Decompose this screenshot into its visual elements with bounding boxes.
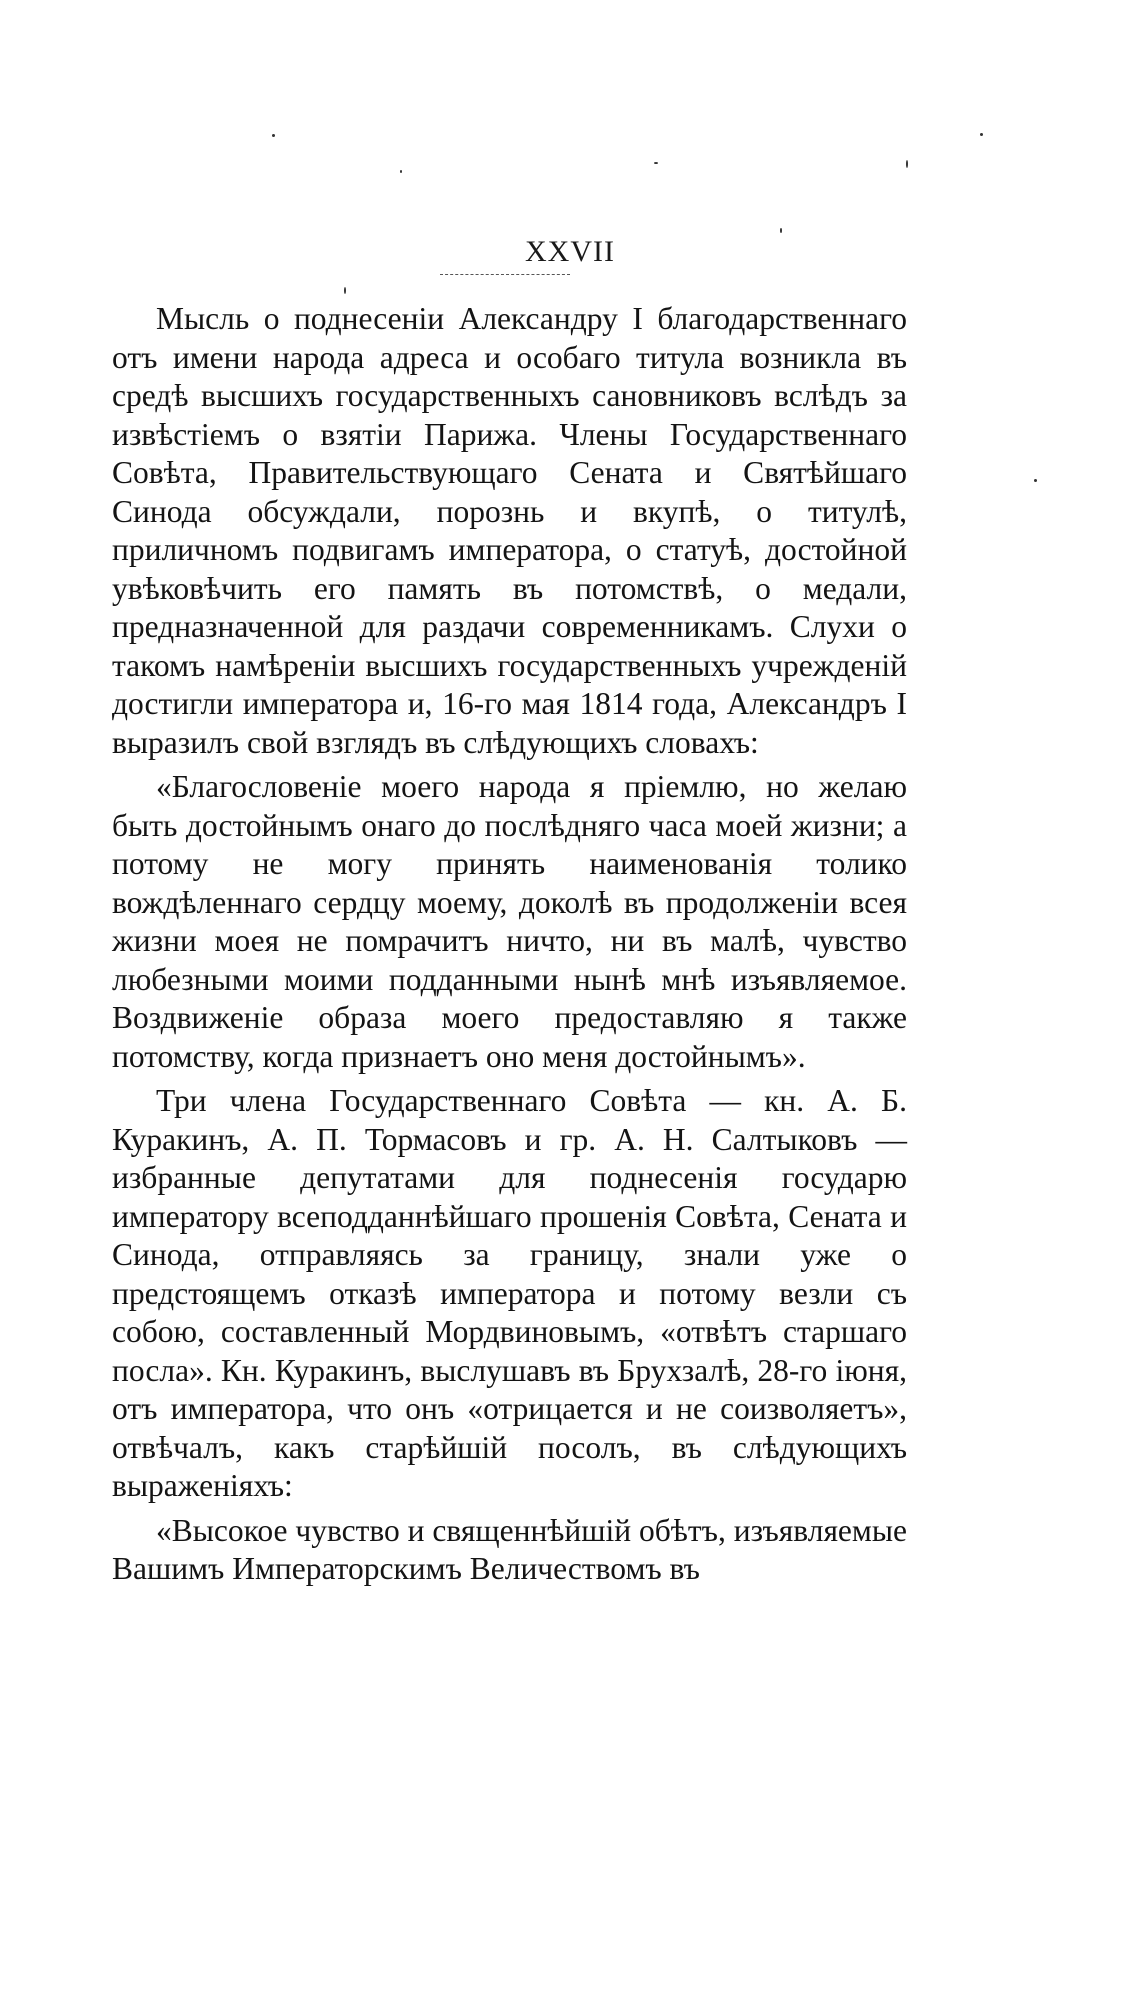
scan-speck bbox=[780, 228, 782, 233]
page-number: XXVII bbox=[525, 235, 615, 268]
header-rule bbox=[440, 274, 570, 275]
body-text bbox=[112, 300, 907, 1595]
paragraph: Три члена Государственнаго Совѣта — кн. А. Б. Куракинъ, А. П. Тормасовъ и гр. А. Н. Салтыковъ — избранные депутатами для поднесенія государю императору всеподданнѣйшаго прошенія Совѣта, Сената и Синода, отправляясь за границу, знали уже о предстоящемъ отказѣ императора и потому везли съ собою, составленный Мордвиновымъ, «отвѣтъ старшаго посла». Кн. Куракинъ, выслушавъ въ Брухзалѣ, 28-го іюня, отъ императора, что онъ «отрицается и не соизволяетъ», отвѣчалъ, какъ старѣйшій посолъ, въ слѣдующихъ выраженіяхъ: bbox=[112, 1083, 907, 1503]
scan-speck bbox=[272, 134, 275, 137]
paragraph: Мысль о поднесеніи Александру I благодарственнаго отъ имени народа адреса и особаго титула возникла въ средѣ высшихъ государственныхъ сановниковъ вслѣдъ за извѣстіемъ о взятіи Парижа. Члены Государственнаго Совѣта, Правительствующаго Сената и Святѣйшаго Синода обсуждали, порознь и вкупѣ, о титулѣ, приличномъ подвигамъ императора, о статуѣ, достойной увѣковѣчить его память въ потомствѣ, о медали, предназначенной для раздачи современникамъ. Слухи о такомъ намѣреніи высшихъ государственныхъ учрежденій достигли императора и, 16-го мая 1814 года, Александръ I выразилъ свой взглядъ въ слѣдующихъ словахъ: bbox=[112, 301, 907, 760]
scan-speck bbox=[906, 160, 908, 168]
scan-speck bbox=[980, 133, 983, 136]
paragraph: «Благословеніе моего народа я пріемлю, но желаю быть достойнымъ онаго до послѣдняго часа моей жизни; а потому не могу принять наименованія толико вождѣленнаго сердцу моему, доколѣ въ продолженіи всея жизни моея не помрачитъ ничто, ни въ малѣ, чувство любезными моими подданными нынѣ мнѣ изъявляемое. Воздвиженіе образа моего предоставляю я также потомству, когда признаетъ оно меня достойнымъ». bbox=[112, 769, 907, 1074]
scan-speck bbox=[654, 162, 658, 164]
scan-speck bbox=[1034, 479, 1037, 482]
scan-speck bbox=[400, 170, 402, 173]
paragraph: «Высокое чувство и священнѣйшій обѣтъ, изъявляемые Вашимъ Императорскимъ Величествомъ въ bbox=[112, 1512, 907, 1586]
scan-speck bbox=[344, 287, 346, 294]
